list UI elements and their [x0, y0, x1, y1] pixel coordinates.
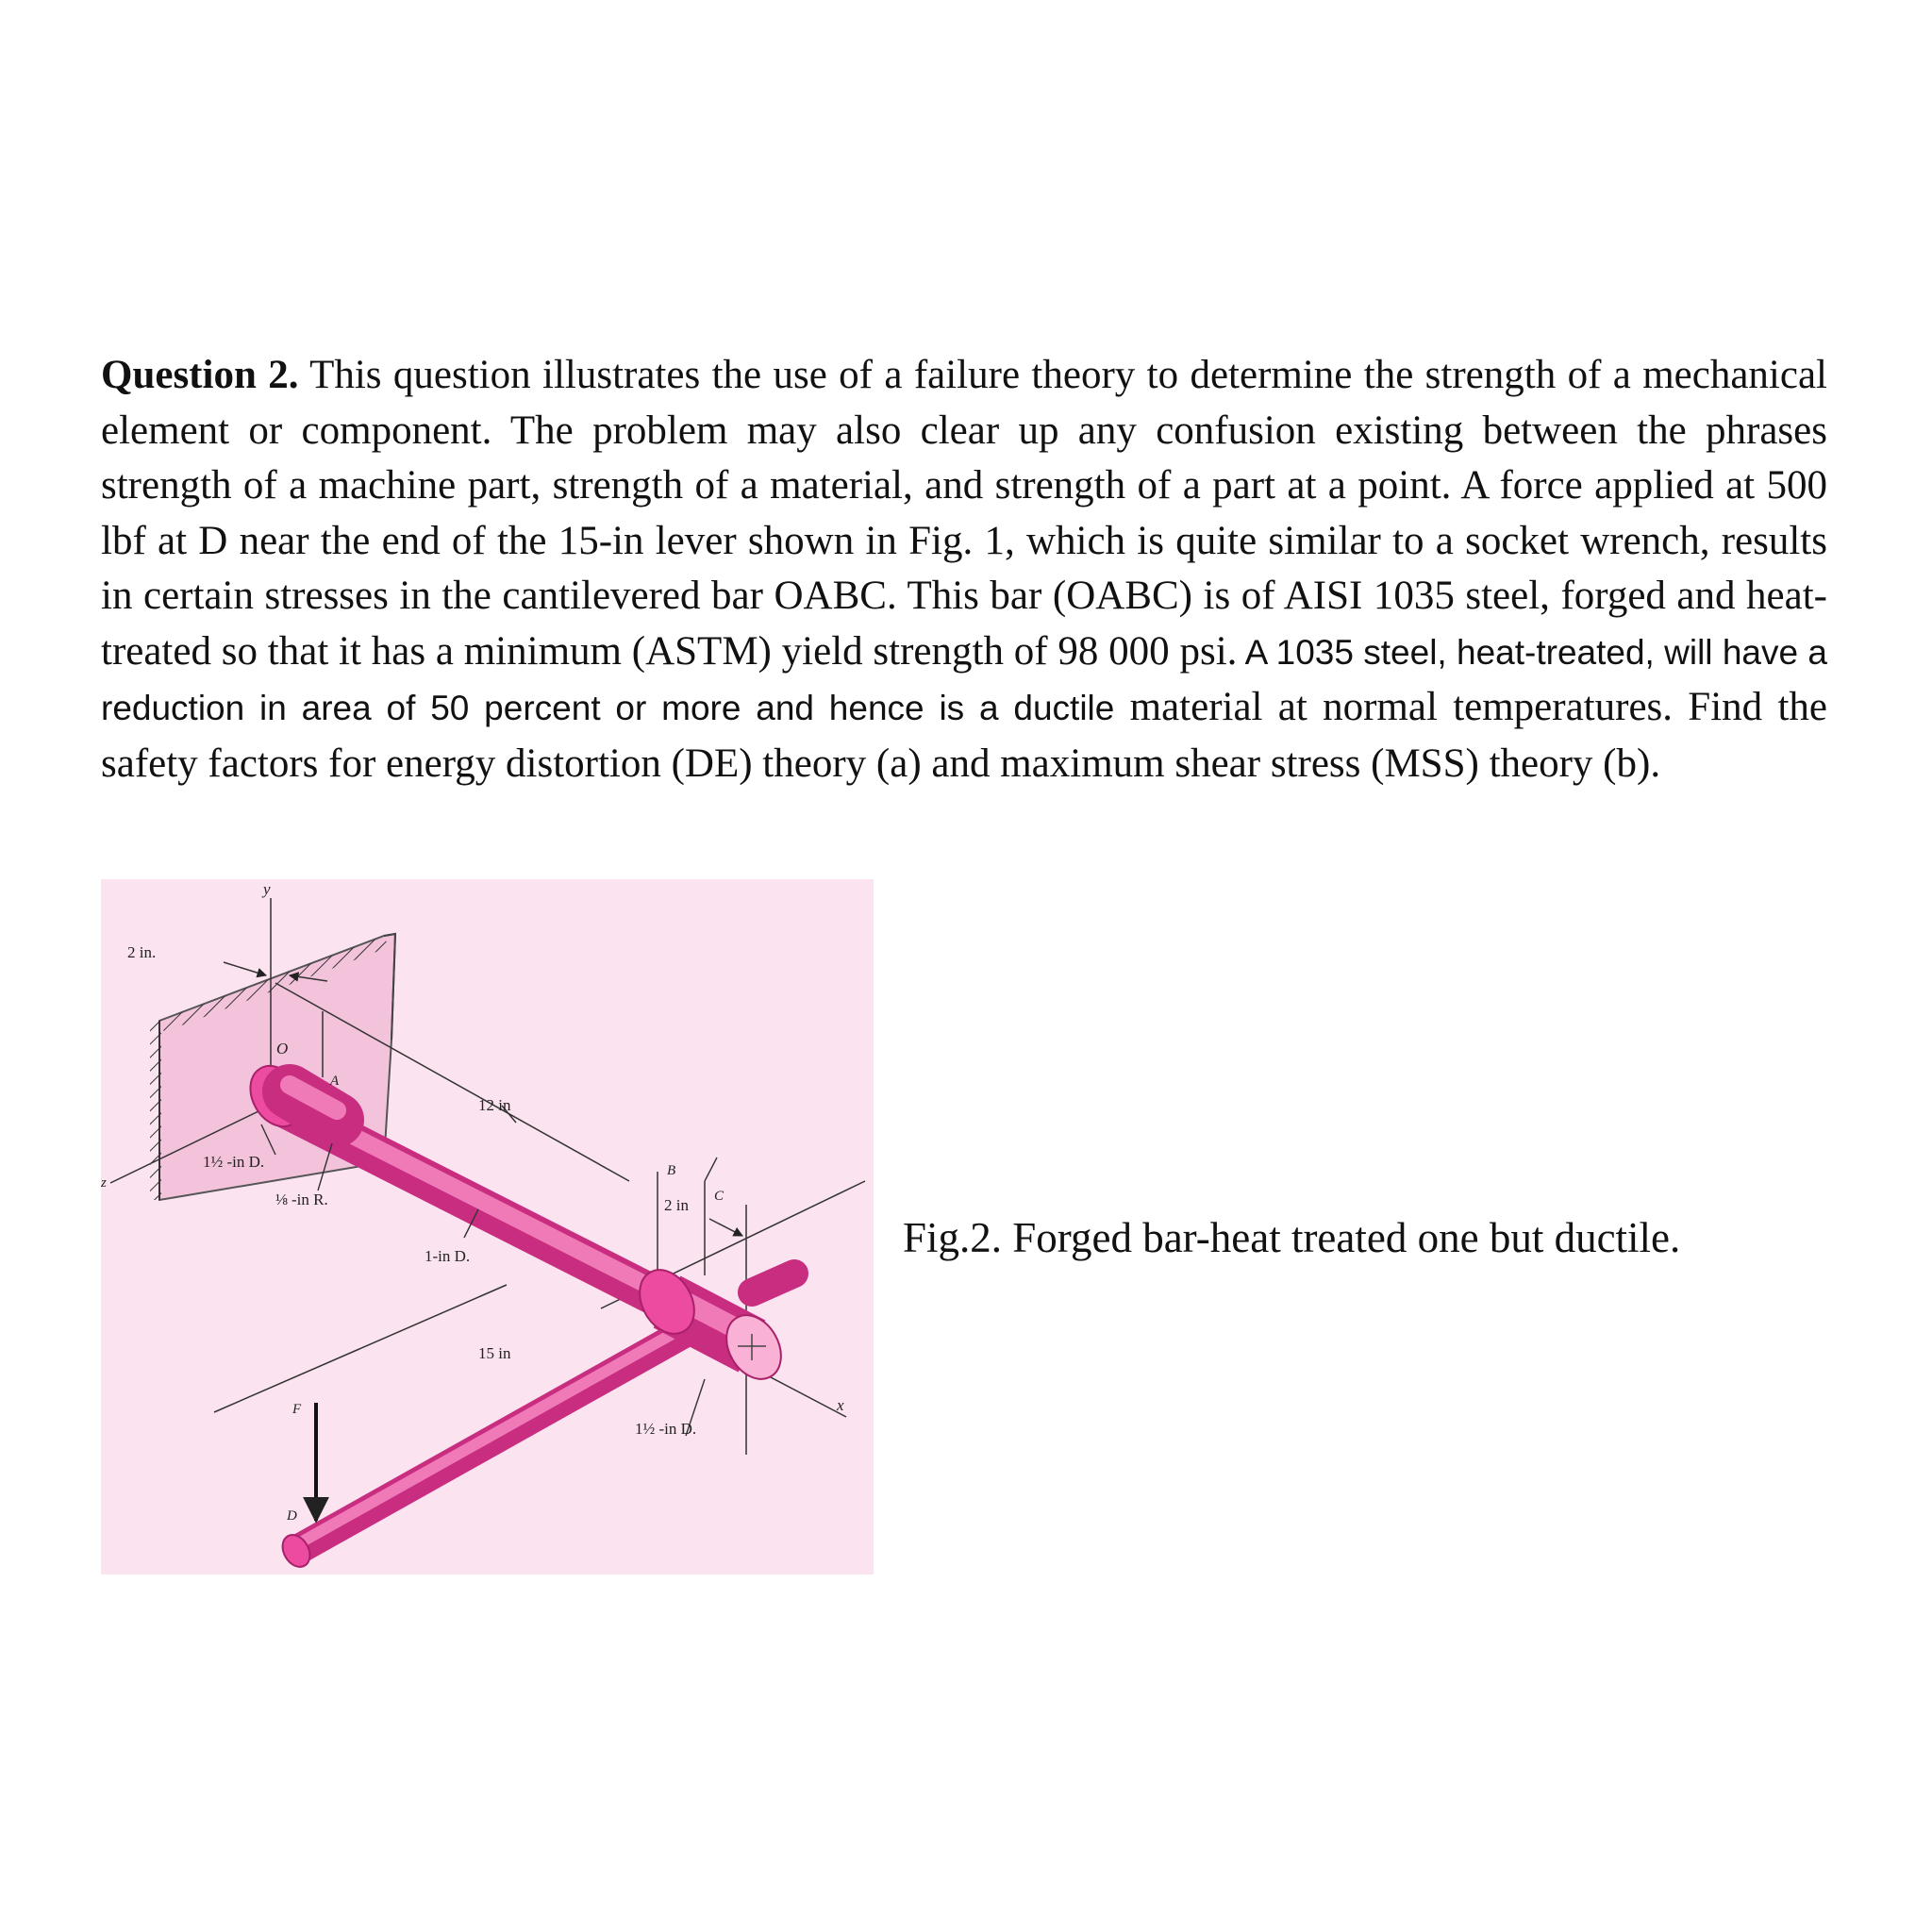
- label-dia-wall: 1½ -in D.: [203, 1153, 265, 1171]
- question-text-part2: A 1035 steel, heat-treated, will have a reduction in area of 50 percent or more and hence is a ductile: [101, 632, 1827, 727]
- label-dim-2in-top: 2 in.: [127, 943, 157, 961]
- bar-oabc: [240, 1057, 667, 1302]
- label-dim-12in: 12 in: [478, 1096, 511, 1114]
- label-z-axis: z: [101, 1175, 107, 1191]
- label-dia-end: 1½ -in D.: [635, 1420, 697, 1438]
- label-point-a: A: [330, 1074, 340, 1089]
- label-dia-bar: 1-in D.: [425, 1247, 471, 1265]
- question-text-part3: material at normal temperatures. Find the safety factors for energy distortion (DE) theory (a) and maximum shear stress (MSS) theory (b).: [101, 685, 1827, 786]
- label-point-d: D: [287, 1508, 297, 1524]
- label-x-axis: x: [837, 1396, 844, 1414]
- figure-cantilever-bar: [101, 879, 874, 1574]
- label-fillet-radius: ⅛ -in R.: [275, 1191, 328, 1208]
- question-paragraph: [101, 348, 1827, 791]
- figure-drawing: [101, 879, 874, 1574]
- label-y-axis: y: [263, 880, 271, 898]
- figure-caption: Fig.2. Forged bar-heat treated one but ductile.: [903, 1214, 1681, 1261]
- label-force-f: F: [292, 1402, 302, 1417]
- label-point-c: C: [714, 1189, 724, 1204]
- label-dim-2in-bc: 2 in: [664, 1196, 689, 1214]
- label-dim-15in: 15 in: [478, 1344, 511, 1362]
- question-label: Question 2.: [101, 353, 299, 397]
- label-point-b: B: [667, 1163, 676, 1178]
- question-text-part1: This question illustrates the use of a failure theory to determine the strength of a mechanical element or component. The problem may also clear up any confusion existing between the phrases strength of a machine part, strength of a material, and strength of a part at a point. A force applied at 500 lbf at D near the end of the 15-in lever shown in Fig. 1, which is quite similar to a socket wrench, results in certain stresses in the cantilevered bar OABC. This bar (OABC) is of AISI 1035 steel, forged and heat-treated so that it has a minimum (ASTM) yield strength of 98 000 psi.: [101, 353, 1827, 674]
- label-point-o: O: [276, 1040, 289, 1058]
